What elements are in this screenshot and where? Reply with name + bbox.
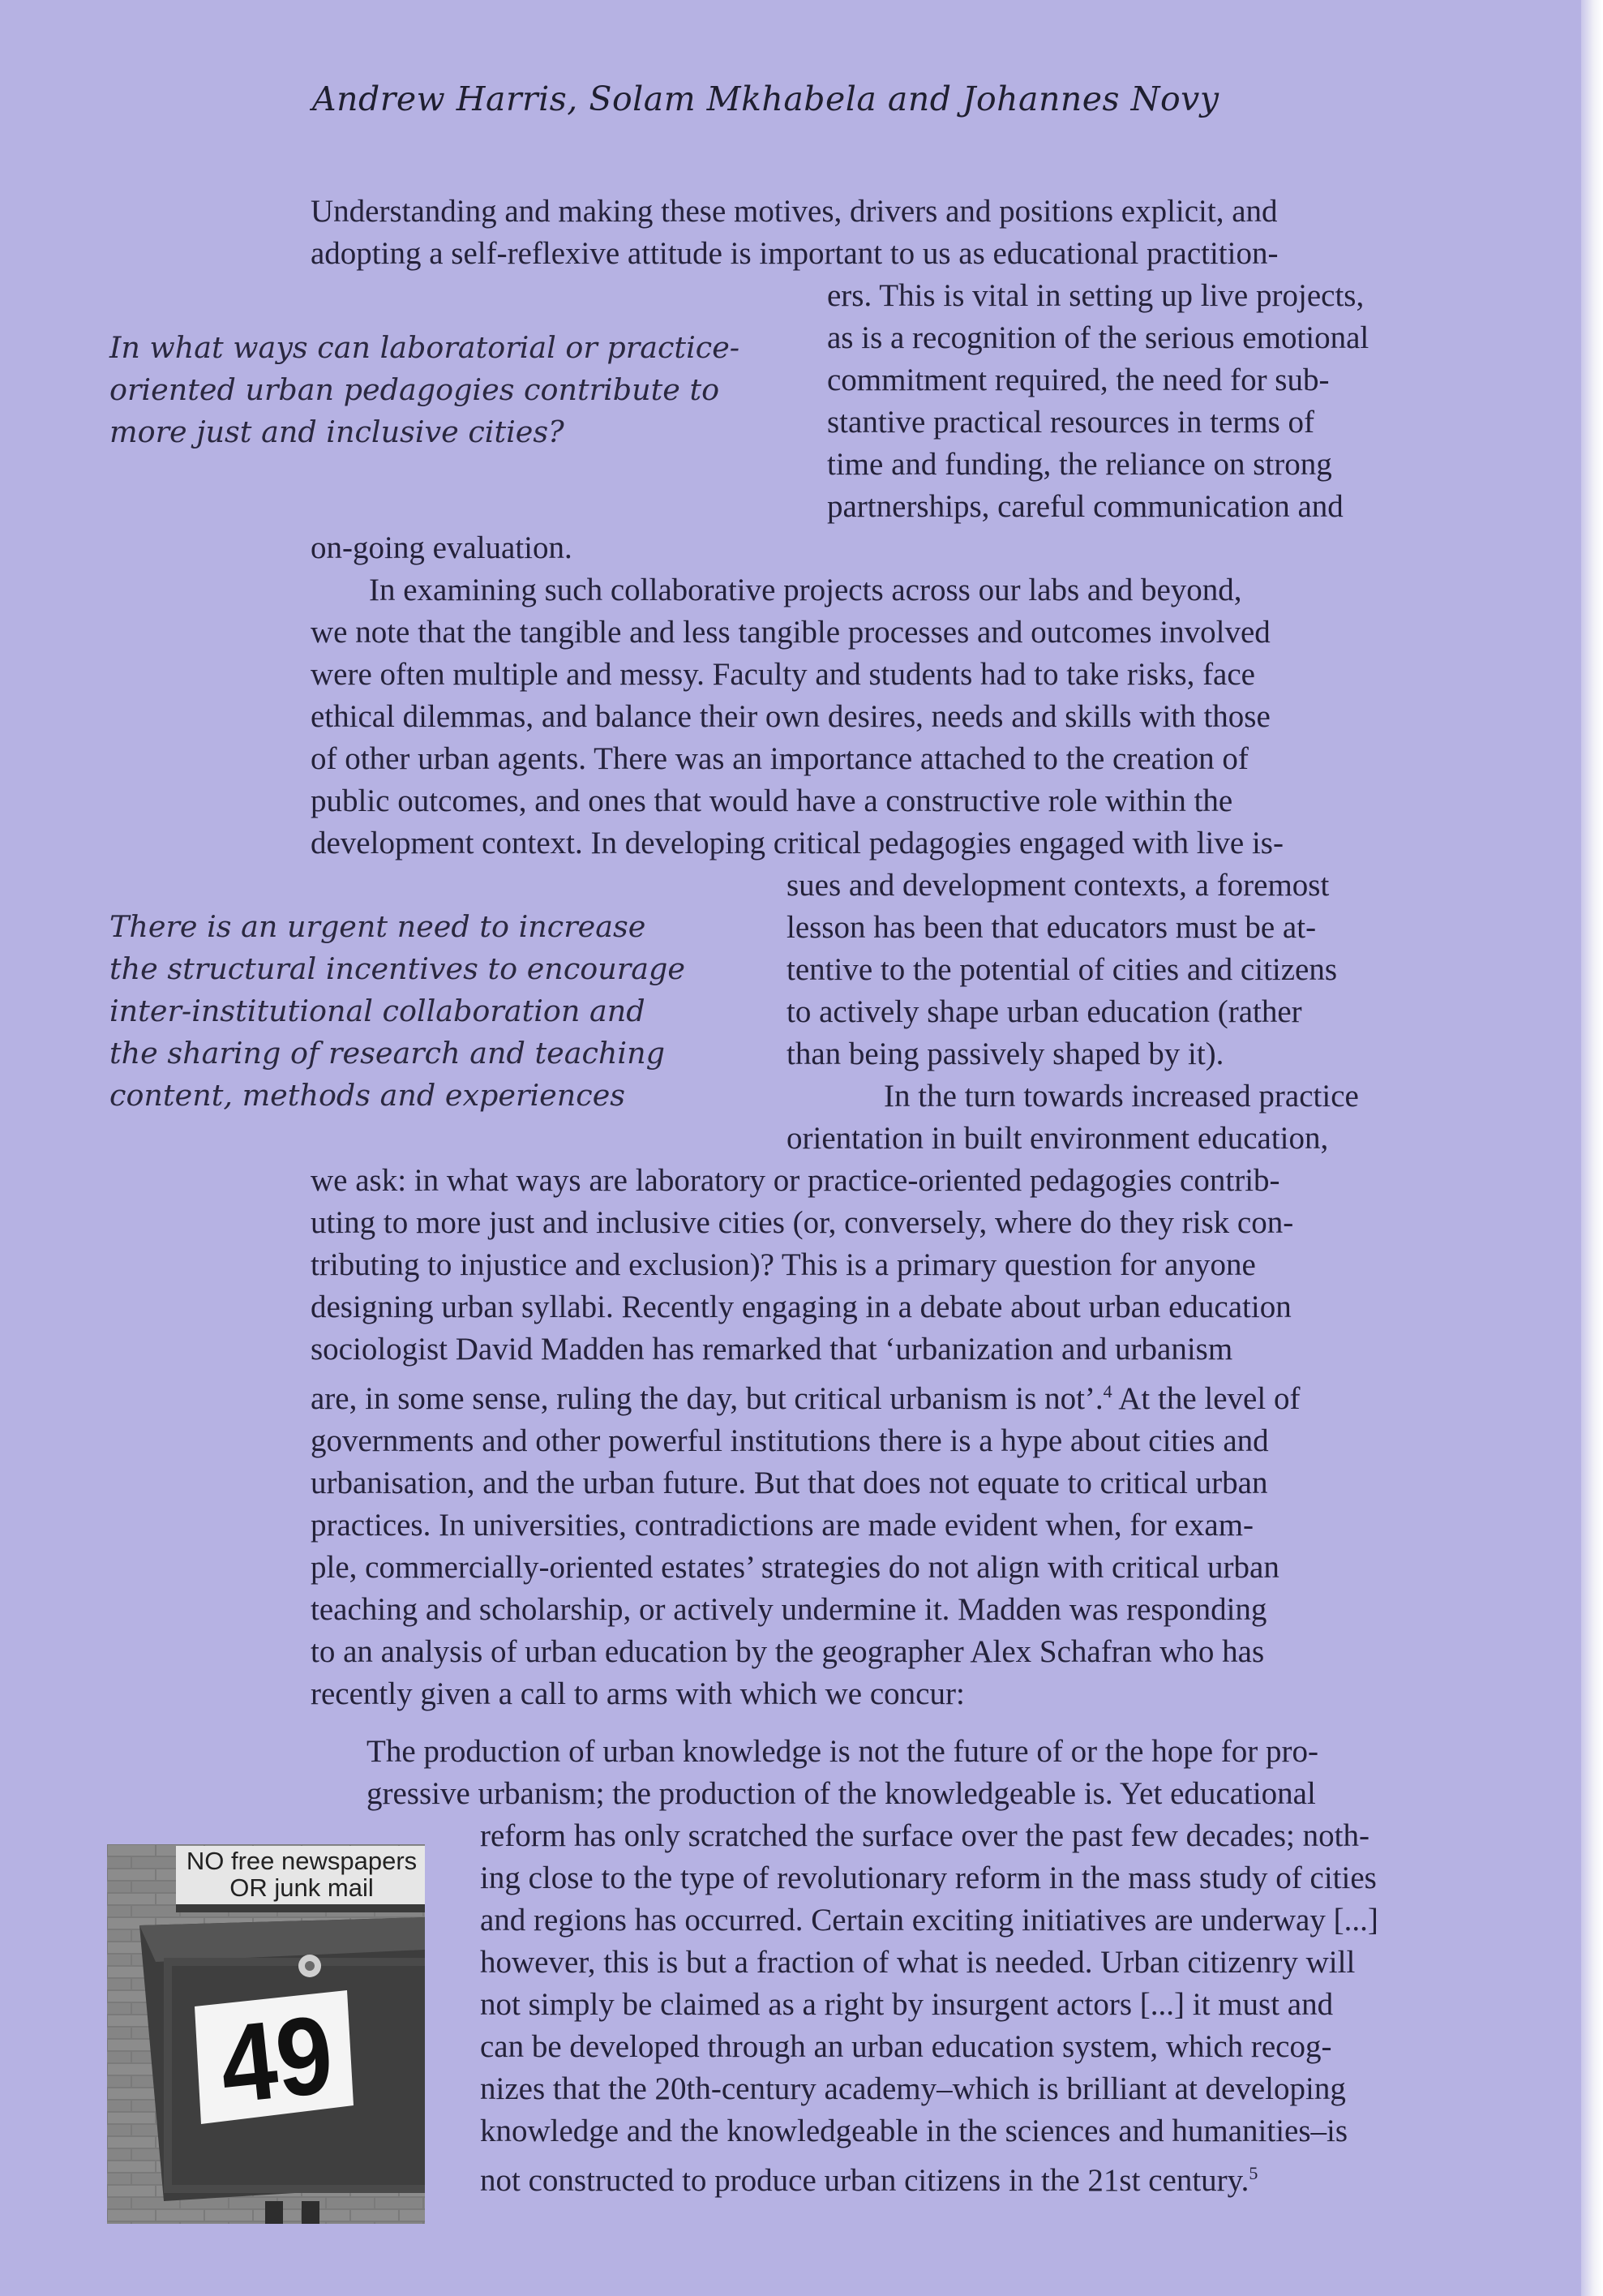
- body-line: sociologist David Madden has remarked that ‘urbanization and urbanism: [311, 1332, 1233, 1367]
- body-line: we ask: in what ways are laboratory or practice-oriented pedagogies contrib-: [311, 1163, 1280, 1198]
- body-line: Understanding and making these motives, drivers and positions explicit, and: [311, 194, 1278, 229]
- body-line: ple, commercially-oriented estates’ strategies do not align with critical urban: [311, 1550, 1279, 1585]
- quote-line: reform has only scratched the surface over the past few decades; noth-: [480, 1818, 1369, 1853]
- sign-text: [180, 1848, 423, 1901]
- body-line: governments and other powerful institutions there is a hype about cities and: [311, 1423, 1269, 1458]
- body-line: were often multiple and messy. Faculty and students had to take risks, face: [311, 657, 1255, 692]
- footnote-ref-5: 5: [1249, 2163, 1258, 2183]
- body-line: recently given a call to arms with which we concur:: [311, 1676, 965, 1711]
- sign-line-2: OR junk mail: [229, 1873, 374, 1902]
- body-line: partnerships, careful communication and: [827, 489, 1344, 524]
- body-line: sues and development contexts, a foremost: [786, 868, 1330, 903]
- body-block-1: [311, 191, 1478, 275]
- body-line: stantive practical resources in terms of: [827, 405, 1315, 440]
- body-line: teaching and scholarship, or actively undermine it. Madden was responding: [311, 1592, 1267, 1627]
- body-block-2: [827, 275, 1500, 528]
- quote-line: knowledge and the knowledgeable in the sciences and humanities–is: [480, 2114, 1348, 2148]
- body-line: public outcomes, and ones that would have a constructive role within the: [311, 783, 1233, 818]
- body-line: In examining such collaborative projects across our labs and beyond,: [369, 573, 1242, 607]
- body-line: In the turn towards increased practice: [884, 1079, 1359, 1114]
- body-text: At the level of: [1112, 1381, 1301, 1416]
- body-line: we note that the tangible and less tangible processes and outcomes involved: [311, 615, 1271, 650]
- body-line: ethical dilemmas, and balance their own desires, needs and skills with those: [311, 699, 1271, 734]
- body-line: orientation in built environment education,: [786, 1121, 1329, 1156]
- body-line: on-going evaluation.: [311, 530, 572, 565]
- sign-line-1: NO free newspapers: [186, 1847, 418, 1875]
- quote-line: not simply be claimed as a right by insurgent actors [...] it must and: [480, 1987, 1334, 2022]
- quote-line: nizes that the 20th-century academy–which is brilliant at developing: [480, 2071, 1346, 2106]
- body-block-4: [786, 865, 1500, 1160]
- body-line: lesson has been that educators must be at-: [786, 910, 1317, 945]
- quote-line: however, this is but a fraction of what is needed. Urban citizenry will: [480, 1945, 1356, 1980]
- body-line: time and funding, the reliance on strong: [827, 447, 1332, 482]
- body-line: commitment required, the need for sub-: [827, 363, 1330, 397]
- mailbox-photo: [107, 1844, 425, 2224]
- body-line: as is a recognition of the serious emotional: [827, 320, 1369, 355]
- quote-line: gressive urbanism; the production of the knowledgeable is. Yet educational: [366, 1776, 1316, 1811]
- quote-line-with-footnote: [480, 2152, 1502, 2202]
- body-block-5: [311, 1160, 1502, 1715]
- body-line: ers. This is vital in setting up live projects,: [827, 278, 1365, 313]
- body-line: uting to more just and inclusive cities (or, conversely, where do they risk con-: [311, 1205, 1294, 1240]
- quote-text: not constructed to produce urban citizens in the 21st century.: [480, 2163, 1249, 2198]
- quote-line: and regions has occurred. Certain exciting initiatives are underway [...]: [480, 1903, 1378, 1938]
- body-line: to an analysis of urban education by the geographer Alex Schafran who has: [311, 1634, 1265, 1669]
- body-line: practices. In universities, contradictions are made evident when, for exam-: [311, 1508, 1254, 1543]
- body-line: of other urban agents. There was an importance attached to the creation of: [311, 741, 1249, 776]
- body-line: to actively shape urban education (rather: [786, 994, 1302, 1029]
- body-line: designing urban syllabi. Recently engaging in a debate about urban education: [311, 1290, 1292, 1324]
- quote-line: ing close to the type of revolutionary reform in the mass study of cities: [480, 1860, 1377, 1895]
- running-header-authors: Andrew Harris, Solam Mkhabela and Johannes Novy: [312, 79, 1219, 118]
- page-edge: [1581, 0, 1603, 2296]
- body-block-3: [311, 527, 1494, 865]
- block-quote-2: [480, 1815, 1502, 2202]
- house-number: 49: [214, 1993, 339, 2127]
- body-line: than being passively shaped by it).: [786, 1036, 1224, 1071]
- body-line: development context. In developing critical pedagogies engaged with live is-: [311, 826, 1284, 860]
- body-text: are, in some sense, ruling the day, but critical urbanism is not’.: [311, 1381, 1104, 1416]
- body-line-with-footnote: [311, 1371, 1502, 1420]
- pull-quote-1: In what ways can laboratorial or practice- oriented urban pedagogies contribute to more just and inclusive cities?: [109, 330, 740, 449]
- quote-line: can be developed through an urban education system, which recog-: [480, 2029, 1332, 2064]
- footnote-ref-4: 4: [1103, 1381, 1112, 1401]
- body-line: tributing to injustice and exclusion)? This is a primary question for anyone: [311, 1247, 1256, 1282]
- block-quote-1: [366, 1731, 1502, 1815]
- quote-line: The production of urban knowledge is not the future of or the hope for pro-: [366, 1734, 1318, 1769]
- body-line: urbanisation, and the urban future. But that does not equate to critical urban: [311, 1466, 1268, 1500]
- body-line: tentive to the potential of cities and citizens: [786, 952, 1338, 987]
- pull-quote-2: There is an urgent need to increase the structural incentives to encourage inter-institutional collaboration and the sharing of research and teaching content, methods and experiences: [109, 909, 685, 1113]
- body-line: adopting a self-reflexive attitude is important to us as educational practition-: [311, 236, 1279, 271]
